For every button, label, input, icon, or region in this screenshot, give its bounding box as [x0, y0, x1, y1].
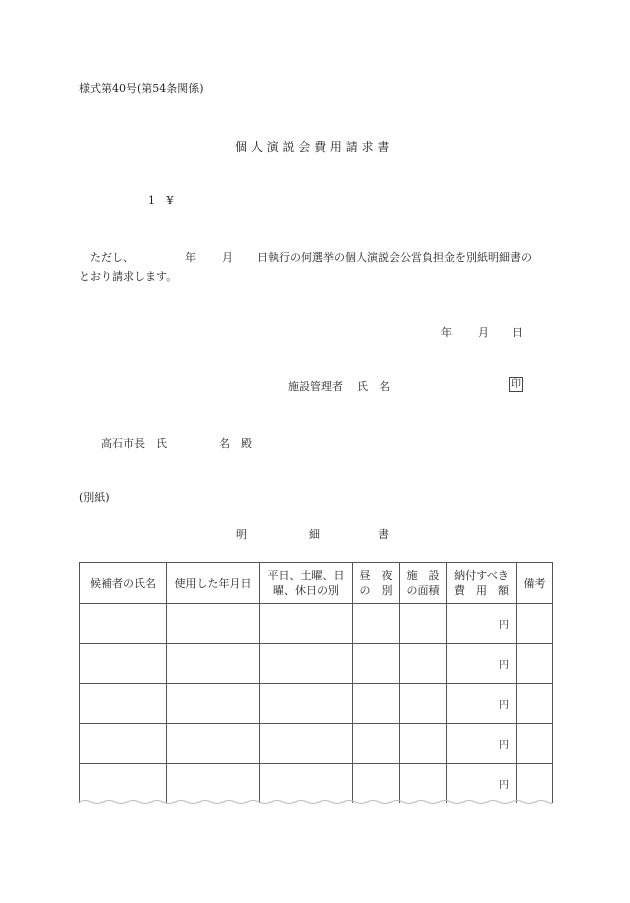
header-day-night	[353, 563, 400, 604]
cell-facility	[400, 604, 447, 644]
table-header-row	[80, 563, 553, 604]
table-row	[80, 684, 553, 724]
cell-fee: 円	[447, 604, 517, 644]
cell-remarks	[517, 684, 553, 724]
body-year: 年	[185, 251, 196, 264]
cell-facility	[400, 764, 447, 804]
cell-facility	[400, 684, 447, 724]
cell-date-used	[167, 644, 260, 684]
date-month: 月	[478, 326, 489, 339]
torn-edge	[79, 799, 552, 805]
body-line-2: とおり請求します。	[79, 270, 178, 283]
header-facility	[400, 563, 447, 604]
cell-day-night	[353, 724, 400, 764]
cell-remarks	[517, 604, 553, 644]
detail-title-2: 細	[309, 528, 320, 541]
header-date-used: 使用した年月日	[167, 563, 260, 604]
header-facility-line2: の面積	[406, 584, 440, 597]
cell-remarks	[517, 644, 553, 684]
seal-mark	[509, 377, 523, 392]
cell-day-night	[353, 604, 400, 644]
header-day-night-line2: の 別	[359, 584, 393, 597]
cell-facility	[400, 644, 447, 684]
table-row	[80, 644, 553, 684]
detail-title-3: 書	[378, 528, 389, 541]
cell-candidate	[80, 724, 167, 764]
detail-title-1: 明	[236, 528, 247, 541]
header-remarks: 備考	[517, 563, 553, 604]
cell-day-night	[353, 684, 400, 724]
cell-facility	[400, 724, 447, 764]
cell-day-type	[260, 684, 353, 724]
cell-candidate	[80, 684, 167, 724]
table-row	[80, 604, 553, 644]
document-title: 個 人 演 説 会 費 用 請 求 書	[235, 140, 390, 154]
cell-date-used	[167, 604, 260, 644]
header-day-type	[260, 563, 353, 604]
table-row	[80, 764, 553, 804]
form-number: 様式第40号(第54条関係)	[79, 82, 204, 95]
table-row	[80, 724, 553, 764]
cell-day-night	[353, 764, 400, 804]
torn-edge-line	[79, 801, 552, 804]
cell-day-type	[260, 764, 353, 804]
cell-candidate	[80, 764, 167, 804]
cell-fee: 円	[447, 724, 517, 764]
addressee-name: 名 殿	[219, 437, 252, 450]
header-fee-line1: 納付すべき	[454, 569, 509, 582]
cell-remarks	[517, 764, 553, 804]
body-line-1	[90, 249, 134, 265]
seal-stamp: 印	[511, 379, 521, 390]
cell-date-used	[167, 684, 260, 724]
header-fee-line2: 費 用 額	[454, 584, 509, 597]
body-start: ただし、	[90, 251, 134, 264]
cell-fee: 円	[447, 764, 517, 804]
header-day-type-line1: 平日、土曜、日	[267, 569, 345, 582]
header-fee	[447, 563, 517, 604]
cell-day-night	[353, 644, 400, 684]
cell-fee: 円	[447, 644, 517, 684]
date-year: 年	[441, 326, 452, 339]
cell-candidate	[80, 604, 167, 644]
amount-prefix: 1	[148, 194, 155, 207]
cell-day-type	[260, 644, 353, 684]
addressee: 高石市長 氏	[101, 437, 167, 450]
cell-fee: 円	[447, 684, 517, 724]
cell-day-type	[260, 604, 353, 644]
body-month: 月	[222, 251, 233, 264]
cell-date-used	[167, 724, 260, 764]
amount-symbol: ¥	[166, 194, 174, 207]
appendix-label: (別紙)	[79, 491, 110, 504]
cell-date-used	[167, 764, 260, 804]
date-day: 日	[512, 326, 523, 339]
cell-day-type	[260, 724, 353, 764]
cell-remarks	[517, 724, 553, 764]
cell-candidate	[80, 644, 167, 684]
header-candidate: 候補者の氏名	[80, 563, 167, 604]
manager-label: 施設管理者	[288, 380, 343, 393]
header-facility-line1: 施 設	[406, 569, 440, 582]
header-day-type-line2: 曜、休日の別	[273, 584, 339, 597]
header-day-night-line1: 昼 夜	[359, 569, 393, 582]
amount-line	[148, 194, 174, 207]
detail-table	[79, 562, 553, 803]
manager-name-label: 氏 名	[357, 380, 390, 393]
body-rest: 日執行の何選挙の個人演説会公営負担金を別紙明細書の	[257, 251, 532, 264]
